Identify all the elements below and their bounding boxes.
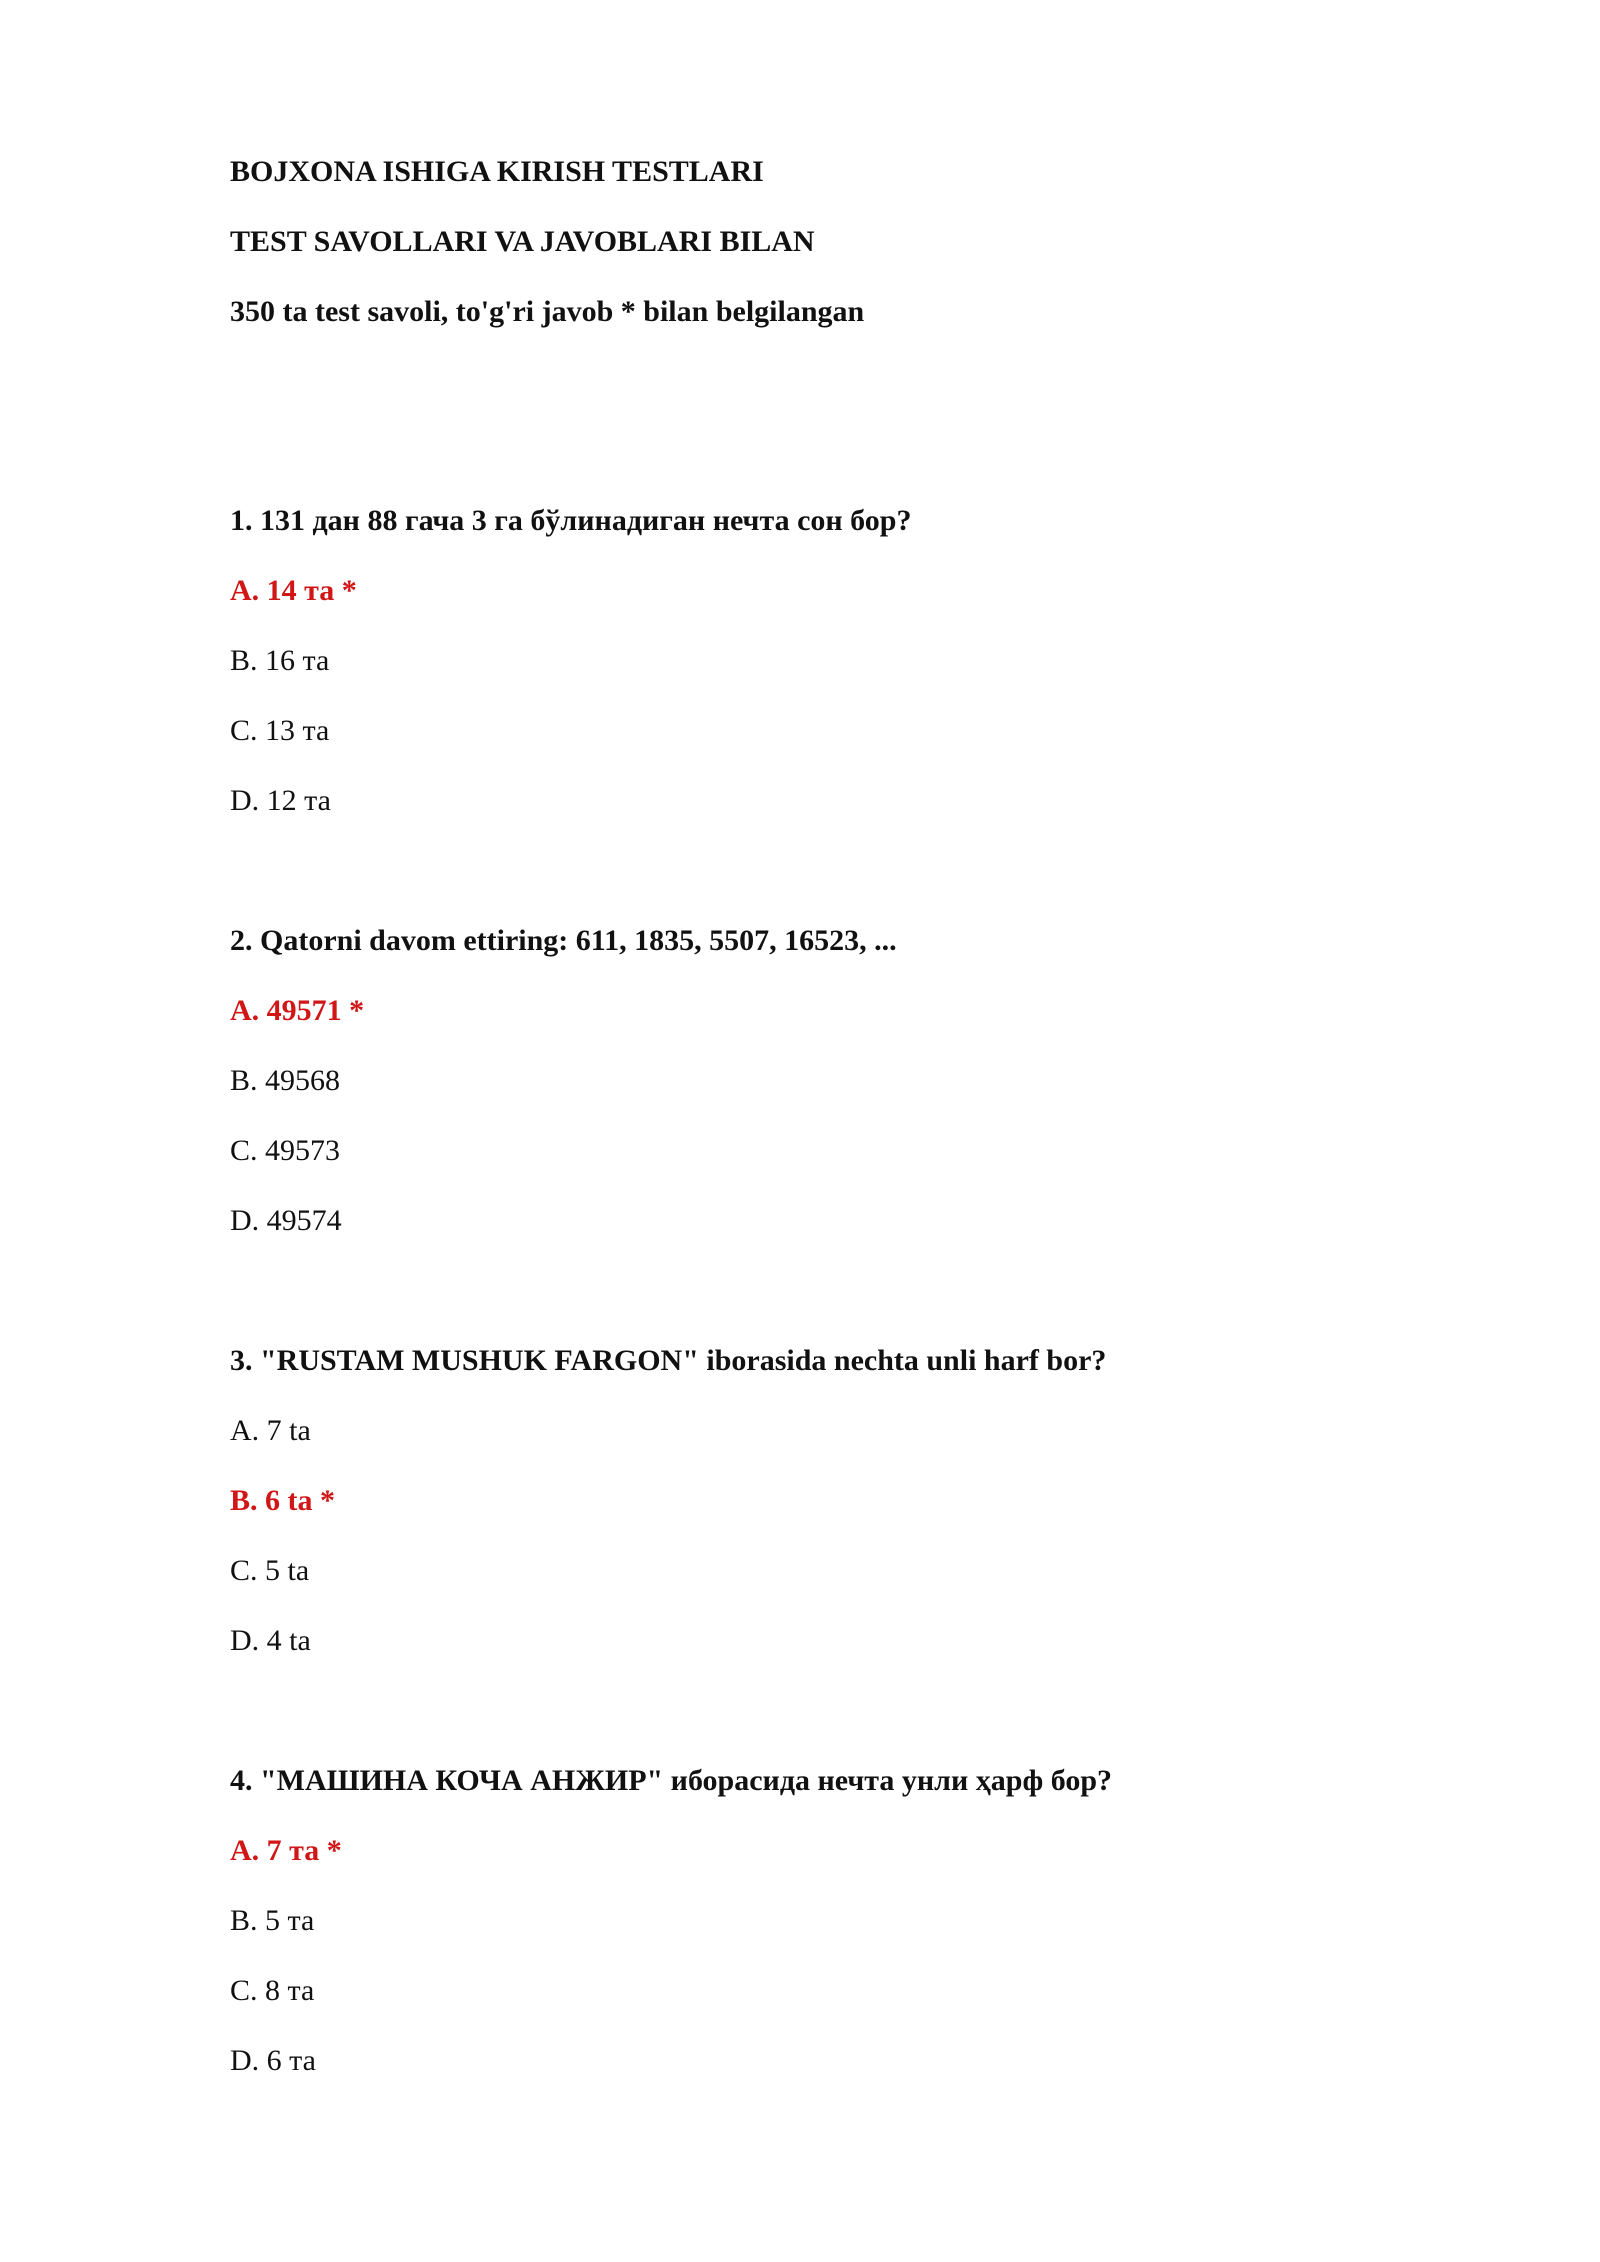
question-4-option-d: D. 6 та	[230, 2044, 316, 2077]
question-2-option-c: C. 49573	[230, 1134, 341, 1167]
question-4-option-a: A. 7 та *	[230, 1834, 342, 1867]
question-1-option-d: D. 12 та	[230, 784, 331, 817]
question-2-option-d: D. 49574	[230, 1204, 342, 1237]
document-title: BOJXONA ISHIGA KIRISH TESTLARI	[230, 155, 764, 188]
question-2-text: 2. Qatorni davom ettiring: 611, 1835, 5507, 16523, ...	[230, 924, 897, 957]
question-4-text: 4. "МАШИНА КОЧА АНЖИР" иборасида нечта унли ҳарф бор?	[230, 1764, 1113, 1797]
question-4-option-b: B. 5 та	[230, 1904, 315, 1937]
question-3-option-a: A. 7 ta	[230, 1414, 311, 1447]
question-1-option-c: C. 13 та	[230, 714, 330, 747]
question-3-option-b: B. 6 ta *	[230, 1484, 335, 1517]
question-2-option-a: A. 49571 *	[230, 994, 365, 1027]
question-1-option-a: A. 14 та *	[230, 574, 357, 607]
question-3-text: 3. "RUSTAM MUSHUK FARGON" iborasida nechta unli harf bor?	[230, 1344, 1107, 1377]
question-4-option-c: C. 8 та	[230, 1974, 315, 2007]
question-2-option-b: B. 49568	[230, 1064, 341, 1097]
question-1-option-b: B. 16 та	[230, 644, 330, 677]
question-3-option-c: C. 5 ta	[230, 1554, 310, 1587]
document-note: 350 ta test savoli, to'g'ri javob * bilan belgilangan	[230, 295, 865, 328]
question-1-text: 1. 131 дан 88 гача 3 га бўлинадиган нечта сон бор?	[230, 504, 912, 537]
document-subtitle: TEST SAVOLLARI VA JAVOBLARI BILAN	[230, 225, 815, 258]
question-3-option-d: D. 4 ta	[230, 1624, 311, 1657]
